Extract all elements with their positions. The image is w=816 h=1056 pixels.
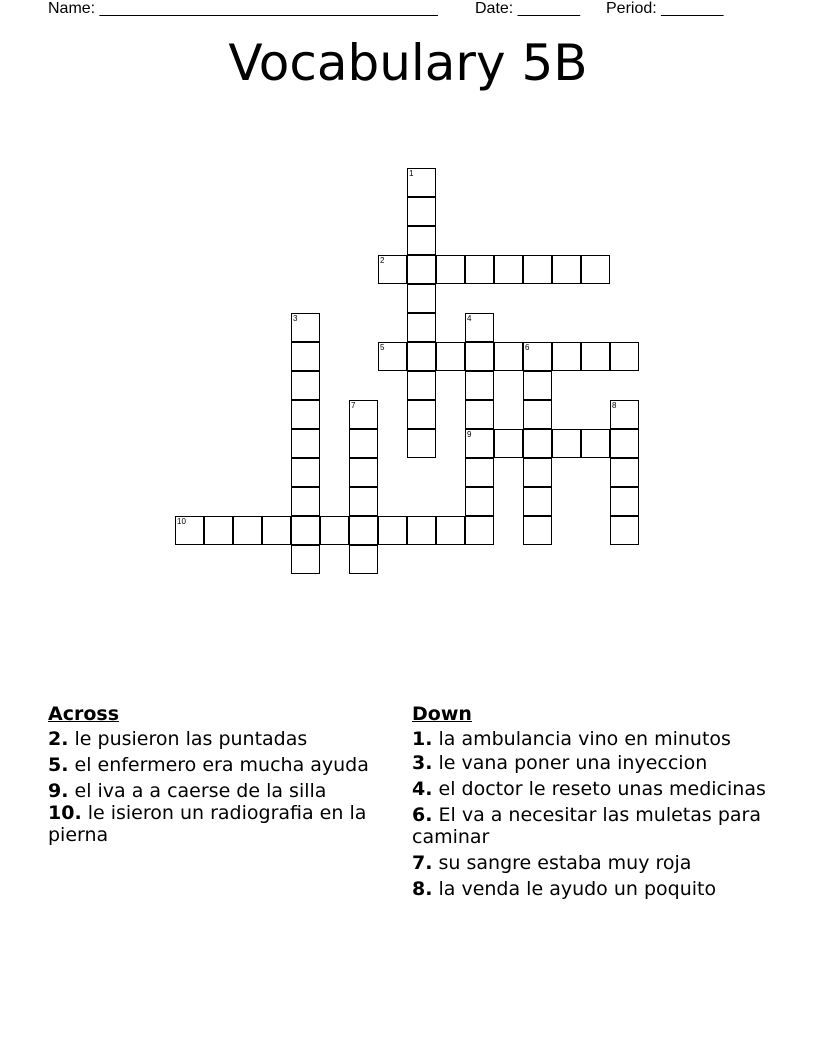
grid-cell[interactable] xyxy=(552,255,581,284)
cell-number: 6 xyxy=(525,343,530,352)
clue-across-5 xyxy=(48,754,388,776)
grid-cell[interactable] xyxy=(523,371,552,400)
clue-number: 1. xyxy=(412,728,433,750)
clue-across-9 xyxy=(48,780,388,802)
grid-cell[interactable] xyxy=(291,516,320,545)
clue-text: el doctor le reseto unas medicinas xyxy=(438,778,766,800)
grid-cell[interactable] xyxy=(349,429,378,458)
date-field: Date: _______ xyxy=(475,0,580,17)
clue-down-1 xyxy=(412,728,772,750)
grid-cell[interactable] xyxy=(407,429,436,458)
grid-cell[interactable] xyxy=(581,429,610,458)
grid-cell[interactable] xyxy=(233,516,262,545)
across-heading: Across xyxy=(48,703,120,725)
clue-number: 4. xyxy=(412,778,433,800)
grid-cell[interactable] xyxy=(523,458,552,487)
grid-cell[interactable] xyxy=(465,255,494,284)
across-clues xyxy=(48,702,388,850)
grid-cell[interactable] xyxy=(610,342,639,371)
grid-cell[interactable] xyxy=(349,487,378,516)
grid-cell[interactable] xyxy=(291,487,320,516)
cell-number: 7 xyxy=(351,401,356,410)
cell-number: 1 xyxy=(409,169,414,178)
period-field: Period: _______ xyxy=(606,0,724,17)
grid-cell[interactable] xyxy=(349,400,378,429)
grid-cell[interactable] xyxy=(291,458,320,487)
grid-cell[interactable] xyxy=(465,313,494,342)
clue-text: el iva a a caerse de la silla xyxy=(74,780,327,802)
grid-cell[interactable] xyxy=(465,458,494,487)
grid-cell[interactable] xyxy=(291,371,320,400)
name-field: Name: ______________________________________ xyxy=(48,0,438,17)
grid-cell[interactable] xyxy=(436,516,465,545)
clue-down-3 xyxy=(412,752,772,774)
grid-cell[interactable] xyxy=(291,400,320,429)
clue-text: la ambulancia vino en minutos xyxy=(438,728,731,750)
grid-cell[interactable] xyxy=(494,342,523,371)
grid-cell[interactable] xyxy=(465,342,494,371)
clue-number: 7. xyxy=(412,852,433,874)
clue-text: le vana poner una inyeccion xyxy=(438,752,708,774)
grid-cell[interactable] xyxy=(465,516,494,545)
grid-cell[interactable] xyxy=(494,255,523,284)
grid-cell[interactable] xyxy=(349,545,378,574)
grid-cell[interactable] xyxy=(407,284,436,313)
down-heading: Down xyxy=(412,703,472,725)
clue-down-8 xyxy=(412,878,772,900)
clue-down-4 xyxy=(412,778,772,800)
cell-number: 8 xyxy=(612,401,617,410)
grid-cell[interactable] xyxy=(523,255,552,284)
clue-across-10 xyxy=(48,802,388,846)
clue-text: El va a necesitar las muletas para caminar xyxy=(412,804,761,848)
grid-cell[interactable] xyxy=(407,516,436,545)
grid-cell[interactable] xyxy=(523,429,552,458)
grid-cell[interactable] xyxy=(465,429,494,458)
grid-cell[interactable] xyxy=(291,313,320,342)
clue-number: 6. xyxy=(412,804,433,826)
grid-cell[interactable] xyxy=(581,255,610,284)
clue-number: 9. xyxy=(48,780,69,802)
grid-cell[interactable] xyxy=(610,487,639,516)
grid-cell[interactable] xyxy=(407,226,436,255)
grid-cell[interactable] xyxy=(349,516,378,545)
grid-cell[interactable] xyxy=(407,168,436,197)
cell-number: 9 xyxy=(467,430,472,439)
clue-number: 3. xyxy=(412,752,433,774)
grid-cell[interactable] xyxy=(581,342,610,371)
grid-cell[interactable] xyxy=(291,429,320,458)
grid-cell[interactable] xyxy=(465,487,494,516)
cell-number: 5 xyxy=(380,343,385,352)
grid-cell[interactable] xyxy=(465,371,494,400)
grid-cell[interactable] xyxy=(610,400,639,429)
down-clues xyxy=(412,702,772,904)
clue-number: 10. xyxy=(48,802,82,824)
clue-text: le isieron un radiografia en la pierna xyxy=(48,802,367,846)
clue-number: 2. xyxy=(48,728,69,750)
grid-cell[interactable] xyxy=(523,342,552,371)
grid-cell[interactable] xyxy=(407,342,436,371)
grid-cell[interactable] xyxy=(349,458,378,487)
clue-text: su sangre estaba muy roja xyxy=(438,852,692,874)
grid-cell[interactable] xyxy=(378,255,407,284)
clue-down-7 xyxy=(412,852,772,874)
grid-cell[interactable] xyxy=(436,342,465,371)
grid-cell[interactable] xyxy=(291,545,320,574)
grid-cell[interactable] xyxy=(494,429,523,458)
clue-text: la venda le ayudo un poquito xyxy=(438,878,717,900)
cell-number: 4 xyxy=(467,314,472,323)
grid-cell[interactable] xyxy=(407,313,436,342)
grid-cell[interactable] xyxy=(175,516,204,545)
clue-number: 5. xyxy=(48,754,69,776)
page-title: Vocabulary 5B xyxy=(228,34,588,92)
clue-down-6 xyxy=(412,804,772,848)
grid-cell[interactable] xyxy=(407,197,436,226)
clue-number: 8. xyxy=(412,878,433,900)
clue-text: le pusieron las puntadas xyxy=(74,728,308,750)
grid-cell[interactable] xyxy=(407,400,436,429)
grid-cell[interactable] xyxy=(291,342,320,371)
clue-across-2 xyxy=(48,728,388,750)
grid-cell[interactable] xyxy=(407,371,436,400)
grid-cell[interactable] xyxy=(523,487,552,516)
grid-cell[interactable] xyxy=(523,516,552,545)
grid-cell[interactable] xyxy=(610,458,639,487)
grid-cell[interactable] xyxy=(320,516,349,545)
grid-cell[interactable] xyxy=(262,516,291,545)
grid-cell[interactable] xyxy=(436,255,465,284)
grid-cell[interactable] xyxy=(523,400,552,429)
grid-cell[interactable] xyxy=(378,516,407,545)
grid-cell[interactable] xyxy=(552,342,581,371)
grid-cell[interactable] xyxy=(610,516,639,545)
grid-cell[interactable] xyxy=(407,255,436,284)
grid-cell[interactable] xyxy=(204,516,233,545)
grid-cell[interactable] xyxy=(378,342,407,371)
cell-number: 2 xyxy=(380,256,385,265)
grid-cell[interactable] xyxy=(465,400,494,429)
grid-cell[interactable] xyxy=(552,429,581,458)
grid-cell[interactable] xyxy=(610,429,639,458)
clue-text: el enfermero era mucha ayuda xyxy=(74,754,369,776)
cell-number: 3 xyxy=(293,314,298,323)
cell-number: 10 xyxy=(177,517,186,526)
